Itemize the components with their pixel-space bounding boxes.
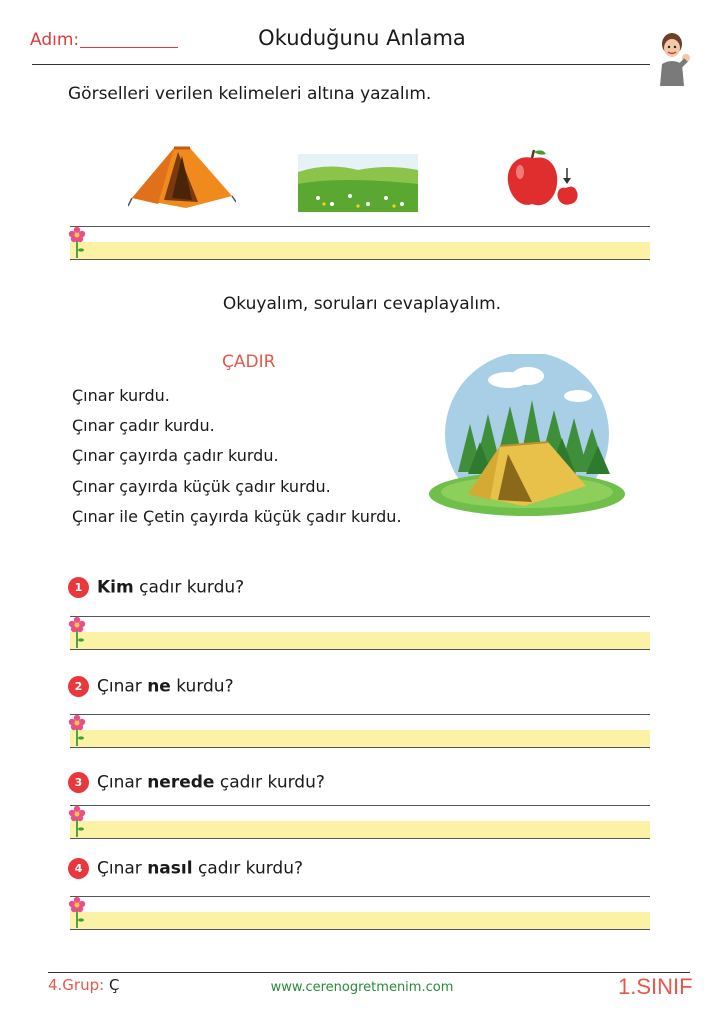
question-keyword: nasıl xyxy=(147,858,193,879)
footer-divider xyxy=(48,972,690,973)
question-text: çadır kurdu? xyxy=(214,772,325,793)
answer-writing-band[interactable] xyxy=(70,805,650,839)
story-line: Çınar çadır kurdu. xyxy=(72,416,215,435)
answer-writing-band[interactable] xyxy=(70,616,650,650)
question-text: kurdu? xyxy=(170,676,234,697)
question-2 xyxy=(68,676,234,697)
answer-writing-band[interactable] xyxy=(70,896,650,930)
question-number-badge: 1 xyxy=(68,577,89,598)
answer-writing-band[interactable] xyxy=(70,226,650,260)
camping-scene-image xyxy=(428,354,626,522)
class-label: 1.SINIF xyxy=(618,974,693,999)
name-label: Adım: xyxy=(30,30,80,50)
page-title: Okuduğunu Anlama xyxy=(258,26,466,50)
flower-icon xyxy=(68,805,86,839)
instruction-images: Görselleri verilen kelimeleri altına yazalım. xyxy=(68,84,432,104)
question-text: çadır kurdu? xyxy=(133,577,245,598)
question-text: Çınar xyxy=(97,676,148,697)
question-number-badge: 3 xyxy=(68,772,89,793)
question-text: çadır kurdu? xyxy=(192,858,303,879)
question-keyword: ne xyxy=(147,676,171,697)
question-number-badge: 2 xyxy=(68,676,89,697)
flower-icon xyxy=(68,714,86,748)
flower-icon xyxy=(68,616,86,650)
instruction-read-answer: Okuyalım, soruları cevaplayalım. xyxy=(222,294,502,314)
story-line: Çınar çayırda küçük çadır kurdu. xyxy=(72,477,331,496)
meadow-image xyxy=(298,154,418,212)
story-line: Çınar ile Çetin çayırda küçük çadır kurdu. xyxy=(72,507,402,526)
group-letter: Ç xyxy=(108,976,120,994)
website-url: www.cerenogretmenim.com xyxy=(270,980,454,995)
question-3 xyxy=(68,772,325,793)
question-text: Çınar xyxy=(97,858,148,879)
answer-writing-band[interactable] xyxy=(70,714,650,748)
flower-icon xyxy=(68,226,86,260)
group-label-text: 4.Grup: xyxy=(48,976,105,994)
story-line: Çınar kurdu. xyxy=(72,386,170,405)
question-keyword: Kim xyxy=(97,577,134,598)
flower-icon xyxy=(68,896,86,930)
question-1 xyxy=(68,577,244,598)
question-keyword: nerede xyxy=(147,772,215,793)
question-text: Çınar xyxy=(97,772,148,793)
apple-image xyxy=(504,148,582,210)
story-line: Çınar çayırda çadır kurdu. xyxy=(72,446,279,465)
header-divider xyxy=(32,64,650,65)
story-title: ÇADIR xyxy=(222,352,276,372)
question-number-badge: 4 xyxy=(68,858,89,879)
tent-image xyxy=(128,140,236,212)
question-4 xyxy=(68,858,303,879)
teacher-avatar-icon xyxy=(650,28,696,86)
